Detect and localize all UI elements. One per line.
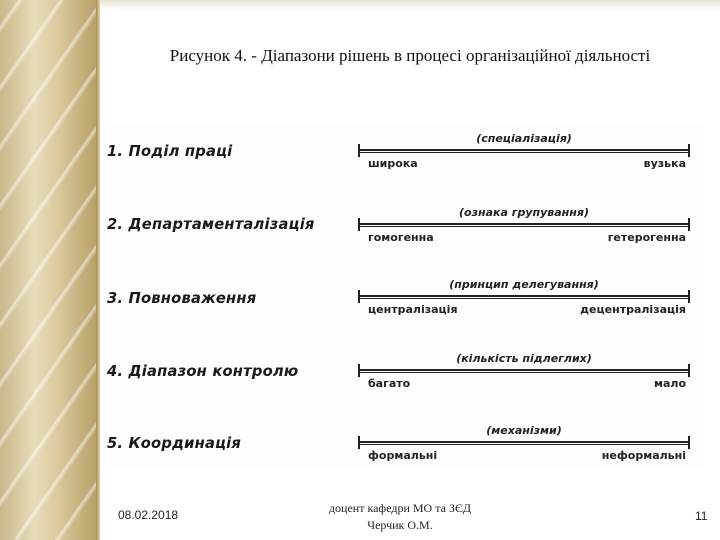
page-number: 11 [695, 509, 708, 523]
scale-right-label: децентралізація [580, 303, 686, 316]
row-label-division-of-labor: 1. Поділ праці [107, 142, 233, 160]
scale-right-label: вузька [643, 157, 686, 170]
scale-subordinates [358, 352, 690, 392]
scale-tick-left [358, 290, 360, 303]
scale-left-label: багато [368, 377, 411, 390]
border-edge [96, 0, 100, 540]
decision-ranges-figure [103, 124, 703, 469]
scale-bar [358, 295, 690, 299]
author-position: доцент кафедри МО та ЗЄД [328, 501, 472, 515]
scale-left-label: гомогенна [368, 231, 434, 244]
author-name: Черчик О.М. [367, 518, 433, 532]
scale-tick-left [358, 364, 360, 377]
row-label-authority: 3. Повноваження [107, 289, 257, 307]
scale-delegation [358, 278, 690, 318]
footer-date: 08.02.2018 [118, 508, 179, 522]
slide-title: Рисунок 4. - Діапазони рішень в процесі організаційної діяльності [169, 46, 651, 65]
scale-bar [358, 369, 690, 373]
top-shade [100, 0, 720, 10]
scale-caption: (кількість підлеглих) [456, 352, 592, 365]
scale-tick-left [358, 218, 360, 231]
scale-left-label: централізація [368, 303, 458, 316]
scale-tick-right [688, 436, 690, 449]
scale-tick-right [688, 290, 690, 303]
scale-tick-right [688, 364, 690, 377]
scale-left-label: формальні [368, 449, 438, 462]
scale-right-label: мало [653, 377, 686, 390]
scale-bar [358, 149, 690, 153]
scale-tick-right [688, 218, 690, 231]
scale-specialization [358, 132, 690, 172]
scale-bar [358, 441, 690, 445]
scale-caption: (спеціалізація) [476, 132, 572, 145]
scale-tick-left [358, 144, 360, 157]
decorative-border [0, 0, 100, 540]
scale-right-label: гетерогенна [607, 231, 686, 244]
scale-mechanisms [358, 424, 690, 464]
scale-caption: (механізми) [486, 424, 562, 437]
scale-caption: (принцип делегування) [449, 278, 599, 291]
scale-left-label: широка [368, 157, 418, 170]
footer-author [300, 500, 500, 534]
scale-tick-left [358, 436, 360, 449]
row-label-departmentalization: 2. Департаменталізація [107, 215, 315, 233]
row-label-span-of-control: 4. Діапазон контролю [107, 362, 299, 380]
scale-right-label: неформальні [601, 449, 686, 462]
scale-tick-right [688, 144, 690, 157]
scale-bar [358, 223, 690, 227]
scale-caption: (ознака групування) [459, 206, 589, 219]
row-label-coordination: 5. Координація [107, 434, 242, 452]
scale-grouping [358, 206, 690, 246]
